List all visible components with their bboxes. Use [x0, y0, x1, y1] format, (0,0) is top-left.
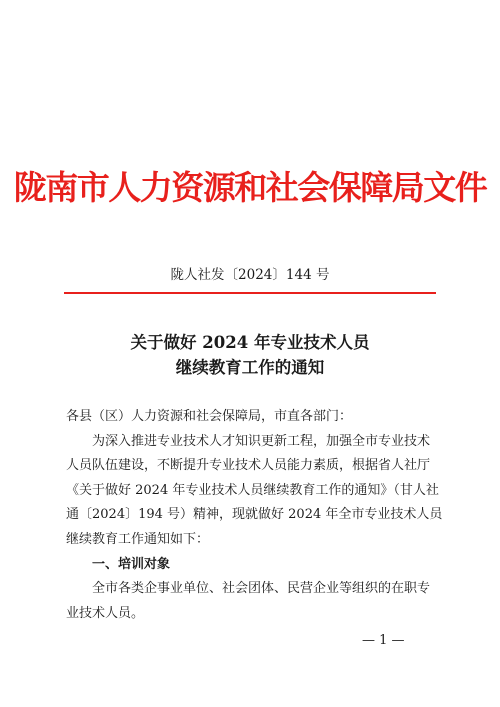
notice-title-line-1: 关于做好 2024 年专业技术人员 [130, 333, 370, 352]
salutation [66, 405, 438, 430]
paragraph-1-line: 通〔2024〕194 号）精神，现就做好 2024 年全市专业技术人员 [66, 507, 443, 523]
notice-title [0, 330, 500, 380]
paragraph-1 [66, 430, 443, 553]
document-body [66, 405, 443, 626]
masthead-title: 陇南市人力资源和社会保障局文件 [13, 168, 487, 207]
paragraph-1-line: 人员队伍建设，不断提升专业技术人员能力素质，根据省人社厅 [66, 458, 431, 474]
document-number: 陇人社发〔2024〕144 号 [170, 267, 330, 283]
paragraph-1-line: 《关于做好 2024 年专业技术人员继续教育工作的通知》（甘人社 [66, 482, 439, 498]
paragraph-1-line: 继续教育工作通知如下： [66, 531, 210, 547]
section-1 [66, 553, 438, 578]
page-number: — 1 — [362, 633, 405, 648]
paragraph-1-line: 为深入推进专业技术人才知识更新工程，加强全市专业技术 [92, 433, 431, 449]
notice-title-line-2: 继续教育工作的通知 [175, 358, 325, 377]
paragraph-2-line: 全市各类企事业单位、社会团体、民营企业等组织的在职专 [92, 581, 431, 597]
paragraph-2 [66, 577, 438, 626]
section-1-heading: 一、培训对象 [92, 556, 171, 572]
red-divider-line [64, 292, 436, 294]
paragraph-2-line: 业技术人员。 [66, 605, 145, 621]
salutation-text: 各县（区）人力资源和社会保障局，市直各部门： [66, 409, 353, 424]
